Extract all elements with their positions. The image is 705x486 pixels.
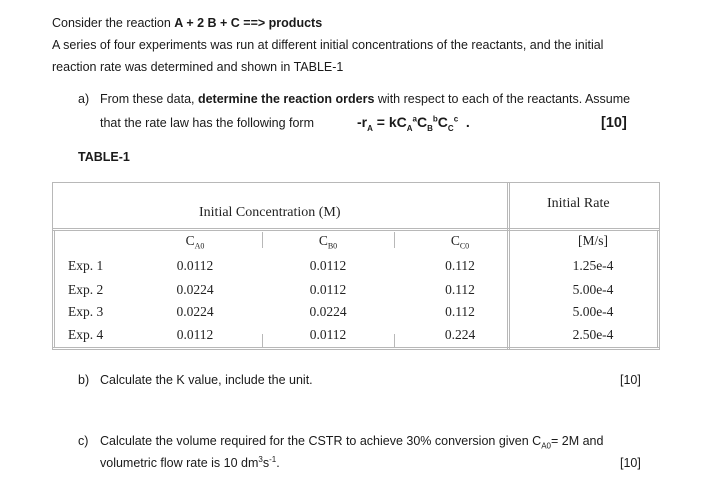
- group-header: Initial Concentration (M): [199, 205, 341, 220]
- part-b-marks: [10]: [620, 373, 641, 387]
- table-rate-divider-2: [509, 182, 510, 350]
- part-c-line-1: Calculate the volume required for the CSTR to achieve 30% conversion given $C_{A0}= 2M$ and: [100, 434, 604, 451]
- table-cell-cc: 0.112: [445, 258, 475, 273]
- part-b-text: Calculate the K value, include the unit.: [100, 373, 313, 387]
- table-border-right: [659, 182, 660, 350]
- intro-line-2: A series of four experiments was run at different initial concentrations of the reactants, and the initial: [52, 38, 604, 52]
- table-row-exp: Exp. 2: [68, 282, 104, 297]
- table-cell-rate: 1.25e-4: [572, 258, 614, 273]
- intro-line-1: [52, 16, 322, 30]
- table-col-tick: [262, 334, 263, 347]
- rate-header: Initial Rate: [547, 196, 610, 211]
- part-a-label: a): [78, 92, 90, 106]
- part-c-label: c): [78, 434, 89, 448]
- intro-line-3: reaction rate was determined and shown in TABLE-1: [52, 60, 344, 74]
- table-cell-cc: 0.112: [445, 282, 475, 297]
- table-border-left-2: [54, 230, 55, 348]
- table-cell-ca: 0.0112: [176, 258, 214, 273]
- table-border-left: [52, 182, 53, 350]
- col-header-cb0: $C_{B0}$: [318, 233, 338, 251]
- col-header-ca0: $C_{A0}$: [185, 233, 205, 251]
- table-cell-ca: 0.0224: [176, 282, 214, 297]
- table-header-divider: [52, 228, 660, 229]
- part-a-text-post: with respect to each of the reactants. Assume: [374, 92, 631, 106]
- part-a-line-2: that the rate law has the following form: [100, 116, 315, 130]
- table-border-right-2: [657, 230, 658, 348]
- table-cell-rate: 5.00e-4: [572, 304, 614, 319]
- part-a-line-1: [100, 92, 630, 106]
- col-header-cc0: $C_{C0}$: [450, 233, 470, 251]
- table-col-tick: [394, 334, 395, 347]
- part-b-label: b): [78, 373, 90, 387]
- table-cell-cb: 0.0112: [309, 327, 347, 342]
- part-c-marks: [10]: [620, 456, 641, 470]
- table-row-exp: Exp. 1: [68, 258, 104, 273]
- table-header-divider-2: [52, 230, 660, 231]
- part-a-text-bold: determine the reaction orders: [197, 92, 375, 106]
- table-border-bottom-2: [52, 347, 660, 348]
- table-cell-cb: 0.0112: [309, 282, 347, 297]
- table-rate-divider: [507, 182, 508, 350]
- table-cell-ca: 0.0224: [176, 304, 214, 319]
- table-1: [52, 182, 660, 350]
- table-border-top: [52, 182, 660, 183]
- table-cell-rate: 2.50e-4: [572, 327, 614, 342]
- table-title: TABLE-1: [78, 150, 130, 164]
- table-row-exp: Exp. 3: [68, 304, 104, 319]
- part-c-line-2: volumetric flow rate is 10 $dm^3s^{-1}$.: [100, 454, 280, 470]
- table-col-tick: [262, 232, 263, 248]
- rate-unit: [M/s]: [578, 233, 608, 248]
- table-col-tick: [394, 232, 395, 248]
- reaction-equation: A + 2 B + C ==> products: [174, 16, 323, 30]
- table-cell-rate: 5.00e-4: [572, 282, 614, 297]
- rate-law-expression: $-r_A = kC_A^aC_B^bC_C^c$ .: [357, 114, 470, 133]
- table-cell-cb: 0.0112: [309, 258, 347, 273]
- table-cell-cc: 0.224: [444, 327, 476, 342]
- table-border-bottom: [52, 349, 660, 350]
- table-cell-cb: 0.0224: [309, 304, 347, 319]
- intro-line-1-text: Consider the reaction: [52, 16, 175, 30]
- table-row-exp: Exp. 4: [68, 327, 104, 342]
- table-cell-ca: 0.0112: [176, 327, 214, 342]
- table-cell-cc: 0.112: [445, 304, 475, 319]
- part-a-marks: [10]: [601, 115, 627, 131]
- part-a-text-pre: From these data,: [100, 92, 198, 106]
